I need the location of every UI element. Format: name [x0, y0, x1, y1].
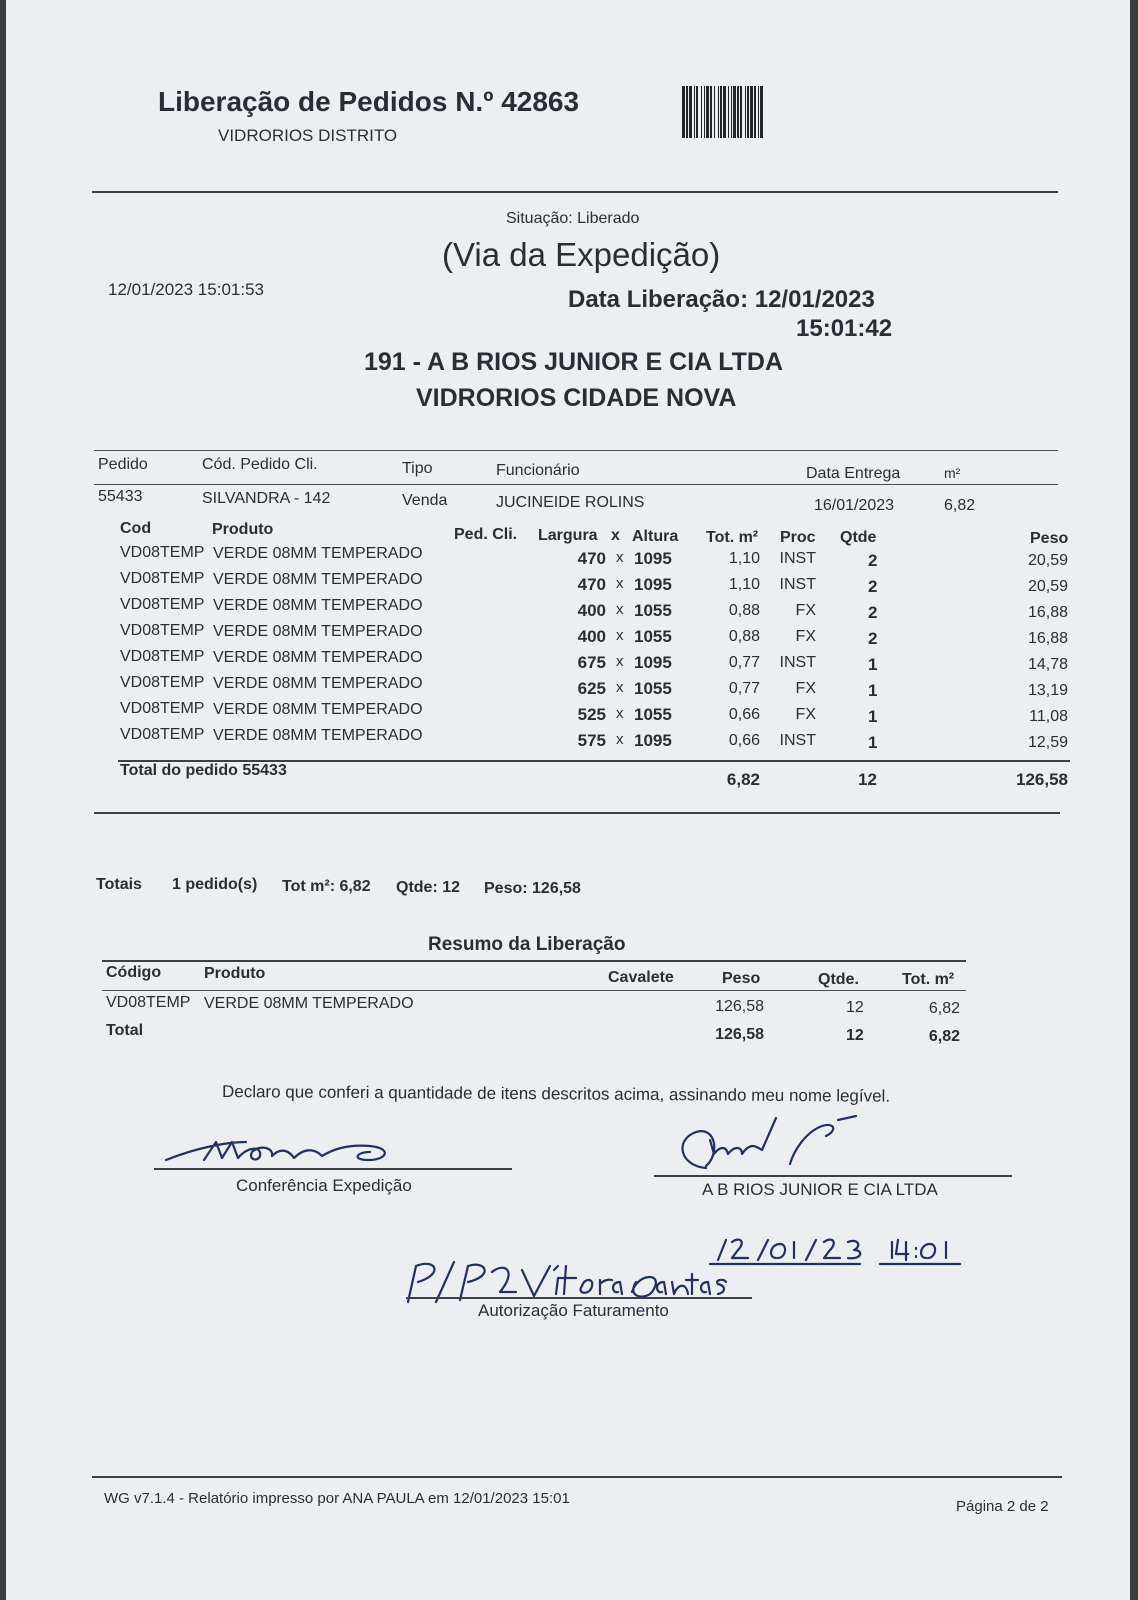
item-x: x — [616, 549, 624, 566]
item-qtde: 1 — [868, 655, 878, 674]
item-cod: VD08TEMP — [120, 648, 205, 665]
label-autorizacao: Autorização Faturamento — [478, 1301, 669, 1320]
summary-total-label: Total — [106, 1022, 144, 1039]
label-company: A B RIOS JUNIOR E CIA LTDA — [702, 1180, 938, 1199]
item-peso: 20,59 — [1027, 552, 1068, 569]
item-peso: 11,08 — [1029, 708, 1068, 725]
item-tot-m2: 0,66 — [728, 706, 760, 723]
item-proc: FX — [795, 680, 816, 697]
item-qtde: 1 — [868, 707, 878, 726]
totals-qtde: Qtde: 12 — [396, 879, 461, 896]
release-time: 15:01:42 — [796, 315, 893, 342]
item-produto: VERDE 08MM TEMPERADO — [213, 701, 423, 718]
signature-company — [670, 1110, 870, 1180]
item-largura: 400 — [577, 601, 606, 620]
table-row — [120, 726, 1070, 752]
item-produto: VERDE 08MM TEMPERADO — [213, 727, 423, 744]
table-row — [120, 544, 1070, 570]
table-row — [120, 674, 1070, 700]
signature-conferencia — [156, 1130, 406, 1170]
signature-line-conferencia — [154, 1168, 512, 1170]
item-proc: FX — [795, 602, 816, 619]
table-row — [120, 570, 1070, 596]
items-col-ped-cli: Ped. Cli. — [454, 526, 518, 543]
items-col-cod: Cod — [120, 520, 152, 537]
item-tot-m2: 0,88 — [728, 628, 760, 645]
item-peso: 13,19 — [1027, 682, 1068, 699]
order-funcionario: JUCINEIDE ROLINS — [496, 494, 645, 511]
item-x: x — [616, 679, 624, 696]
declaration-text: Declaro que conferi a quantidade de itens descritos acima, assinando meu nome legível. — [221, 1082, 891, 1106]
item-qtde: 2 — [868, 629, 878, 648]
items-col-x: x — [611, 527, 620, 544]
item-qtde: 2 — [868, 577, 878, 596]
item-x: x — [616, 731, 624, 748]
order-total-peso: 126,58 — [1016, 770, 1068, 789]
summary-peso: 126,58 — [715, 998, 764, 1015]
item-qtde: 2 — [868, 551, 878, 570]
footer-printed-by: WG v7.1.4 - Relatório impresso por ANA PAULA em 12/01/2023 15:01 — [104, 1490, 570, 1507]
totals-label: Totais — [96, 876, 142, 893]
summary-qtde: 12 — [846, 999, 864, 1016]
item-produto: VERDE 08MM TEMPERADO — [213, 545, 423, 562]
barcode-gap — [763, 86, 765, 138]
table-row — [120, 700, 1070, 726]
totals-m2: Tot m²: 6,82 — [282, 878, 371, 895]
summary-col-qtde: Qtde. — [818, 971, 859, 988]
items-col-produto: Produto — [212, 521, 274, 538]
item-altura: 1095 — [634, 653, 672, 672]
col-m2: m² — [944, 465, 961, 481]
summary-header-rule — [102, 990, 966, 991]
totals-peso: Peso: 126,58 — [484, 880, 581, 897]
item-proc: INST — [779, 550, 816, 567]
item-tot-m2: 1,10 — [728, 576, 760, 593]
item-altura: 1055 — [634, 601, 672, 620]
item-tot-m2: 0,88 — [728, 602, 760, 619]
item-proc: FX — [795, 706, 816, 723]
item-x: x — [616, 653, 624, 670]
item-largura: 625 — [577, 679, 606, 698]
order-tipo: Venda — [402, 492, 448, 509]
item-peso: 16,88 — [1027, 604, 1068, 621]
summary-title: Resumo da Liberação — [428, 934, 626, 955]
client-name: 191 - A B RIOS JUNIOR E CIA LTDA — [364, 348, 784, 376]
barcode-graphic — [682, 86, 854, 138]
items-col-qtde: Qtde — [840, 529, 877, 546]
item-altura: 1055 — [634, 705, 672, 724]
footer-rule — [92, 1476, 1062, 1478]
summary-codigo: VD08TEMP — [106, 994, 191, 1011]
item-tot-m2: 0,66 — [728, 732, 760, 749]
document-title: Liberação de Pedidos N.º 42863 — [158, 86, 580, 117]
item-x: x — [616, 705, 624, 722]
item-cod: VD08TEMP — [120, 570, 205, 587]
item-cod: VD08TEMP — [120, 596, 205, 613]
col-cod-pedido-cli: Cód. Pedido Cli. — [202, 456, 318, 473]
table-row — [120, 596, 1070, 622]
footer-page-number: Página 2 de 2 — [956, 1498, 1049, 1515]
items-col-proc: Proc — [780, 529, 816, 546]
items-col-peso: Peso — [1030, 530, 1069, 547]
item-produto: VERDE 08MM TEMPERADO — [213, 597, 423, 614]
header-divider — [92, 191, 1058, 193]
item-largura: 470 — [577, 549, 606, 568]
summary-produto: VERDE 08MM TEMPERADO — [204, 995, 414, 1012]
item-peso: 14,78 — [1027, 656, 1068, 673]
item-cod: VD08TEMP — [120, 544, 205, 561]
item-x: x — [616, 627, 624, 644]
item-produto: VERDE 08MM TEMPERADO — [213, 623, 423, 640]
items-col-altura: Altura — [632, 528, 679, 545]
item-proc: INST — [779, 654, 816, 671]
label-conferencia: Conferência Expedição — [236, 1176, 412, 1195]
item-proc: INST — [779, 576, 816, 593]
item-largura: 575 — [577, 731, 606, 750]
release-date: Data Liberação: 12/01/2023 — [568, 286, 875, 313]
order-pedido: 55433 — [98, 488, 143, 505]
item-tot-m2: 1,10 — [728, 550, 760, 567]
order-table-top-rule — [94, 450, 1058, 451]
item-peso: 20,59 — [1027, 578, 1068, 595]
item-cod: VD08TEMP — [120, 700, 205, 717]
item-tot-m2: 0,77 — [728, 654, 760, 671]
order-total-m2: 6,82 — [726, 770, 760, 789]
summary-tot-m2: 6,82 — [928, 1000, 960, 1017]
order-m2: 6,82 — [944, 497, 976, 514]
order-total-qtde: 12 — [858, 770, 877, 789]
order-data-entrega: 16/01/2023 — [814, 497, 895, 514]
order-header-rule — [94, 484, 1058, 485]
order-cod-cli: SILVANDRA - 142 — [202, 490, 331, 507]
item-altura: 1095 — [634, 549, 672, 568]
item-largura: 400 — [577, 627, 606, 646]
item-cod: VD08TEMP — [120, 622, 205, 639]
item-qtde: 1 — [868, 733, 878, 752]
item-produto: VERDE 08MM TEMPERADO — [213, 675, 423, 692]
summary-total-peso: 126,58 — [715, 1026, 764, 1043]
copy-type-heading: (Via da Expedição) — [442, 236, 721, 273]
summary-col-produto: Produto — [204, 965, 266, 982]
handwritten-date-strokes — [710, 1228, 970, 1268]
summary-col-cavalete: Cavalete — [608, 969, 674, 986]
col-data-entrega: Data Entrega — [806, 465, 901, 482]
col-pedido: Pedido — [98, 456, 148, 473]
item-altura: 1095 — [634, 731, 672, 750]
item-proc: INST — [779, 732, 816, 749]
item-produto: VERDE 08MM TEMPERADO — [213, 649, 423, 666]
item-altura: 1055 — [634, 627, 672, 646]
item-x: x — [616, 575, 624, 592]
order-total-label: Total do pedido 55433 — [120, 762, 287, 779]
item-peso: 12,59 — [1027, 734, 1068, 751]
summary-col-tot-m2: Tot. m² — [902, 971, 955, 988]
item-cod: VD08TEMP — [120, 726, 205, 743]
col-tipo: Tipo — [402, 460, 433, 477]
section-divider — [94, 812, 1060, 814]
totals-pedidos: 1 pedido(s) — [172, 876, 258, 893]
col-funcionario: Funcionário — [496, 462, 580, 479]
client-store: VIDRORIOS CIDADE NOVA — [416, 384, 737, 412]
item-qtde: 1 — [868, 681, 878, 700]
item-produto: VERDE 08MM TEMPERADO — [213, 571, 423, 588]
item-proc: FX — [795, 628, 816, 645]
item-largura: 470 — [577, 575, 606, 594]
summary-col-peso: Peso — [722, 970, 761, 987]
signature-line-company — [654, 1175, 1012, 1177]
item-largura: 675 — [577, 653, 606, 672]
item-x: x — [616, 601, 624, 618]
item-qtde: 2 — [868, 603, 878, 622]
item-largura: 525 — [577, 705, 606, 724]
item-peso: 16,88 — [1027, 630, 1068, 647]
item-cod: VD08TEMP — [120, 674, 205, 691]
item-altura: 1055 — [634, 679, 672, 698]
summary-col-codigo: Código — [106, 964, 162, 981]
items-col-largura: Largura — [538, 527, 598, 544]
summary-total-m2: 6,82 — [928, 1028, 960, 1045]
item-tot-m2: 0,77 — [728, 680, 760, 697]
printed-timestamp: 12/01/2023 15:01:53 — [108, 280, 264, 299]
status-label: Situação: Liberado — [506, 210, 640, 227]
items-col-tot-m2: Tot. m² — [706, 529, 759, 546]
item-altura: 1095 — [634, 575, 672, 594]
table-row — [120, 622, 1070, 648]
summary-top-rule — [102, 960, 966, 962]
document-page — [6, 0, 1130, 1600]
summary-total-qtde: 12 — [846, 1027, 864, 1044]
signature-line-autorizacao — [406, 1297, 752, 1299]
issuer-company: VIDRORIOS DISTRITO — [218, 126, 398, 145]
table-row — [120, 648, 1070, 674]
